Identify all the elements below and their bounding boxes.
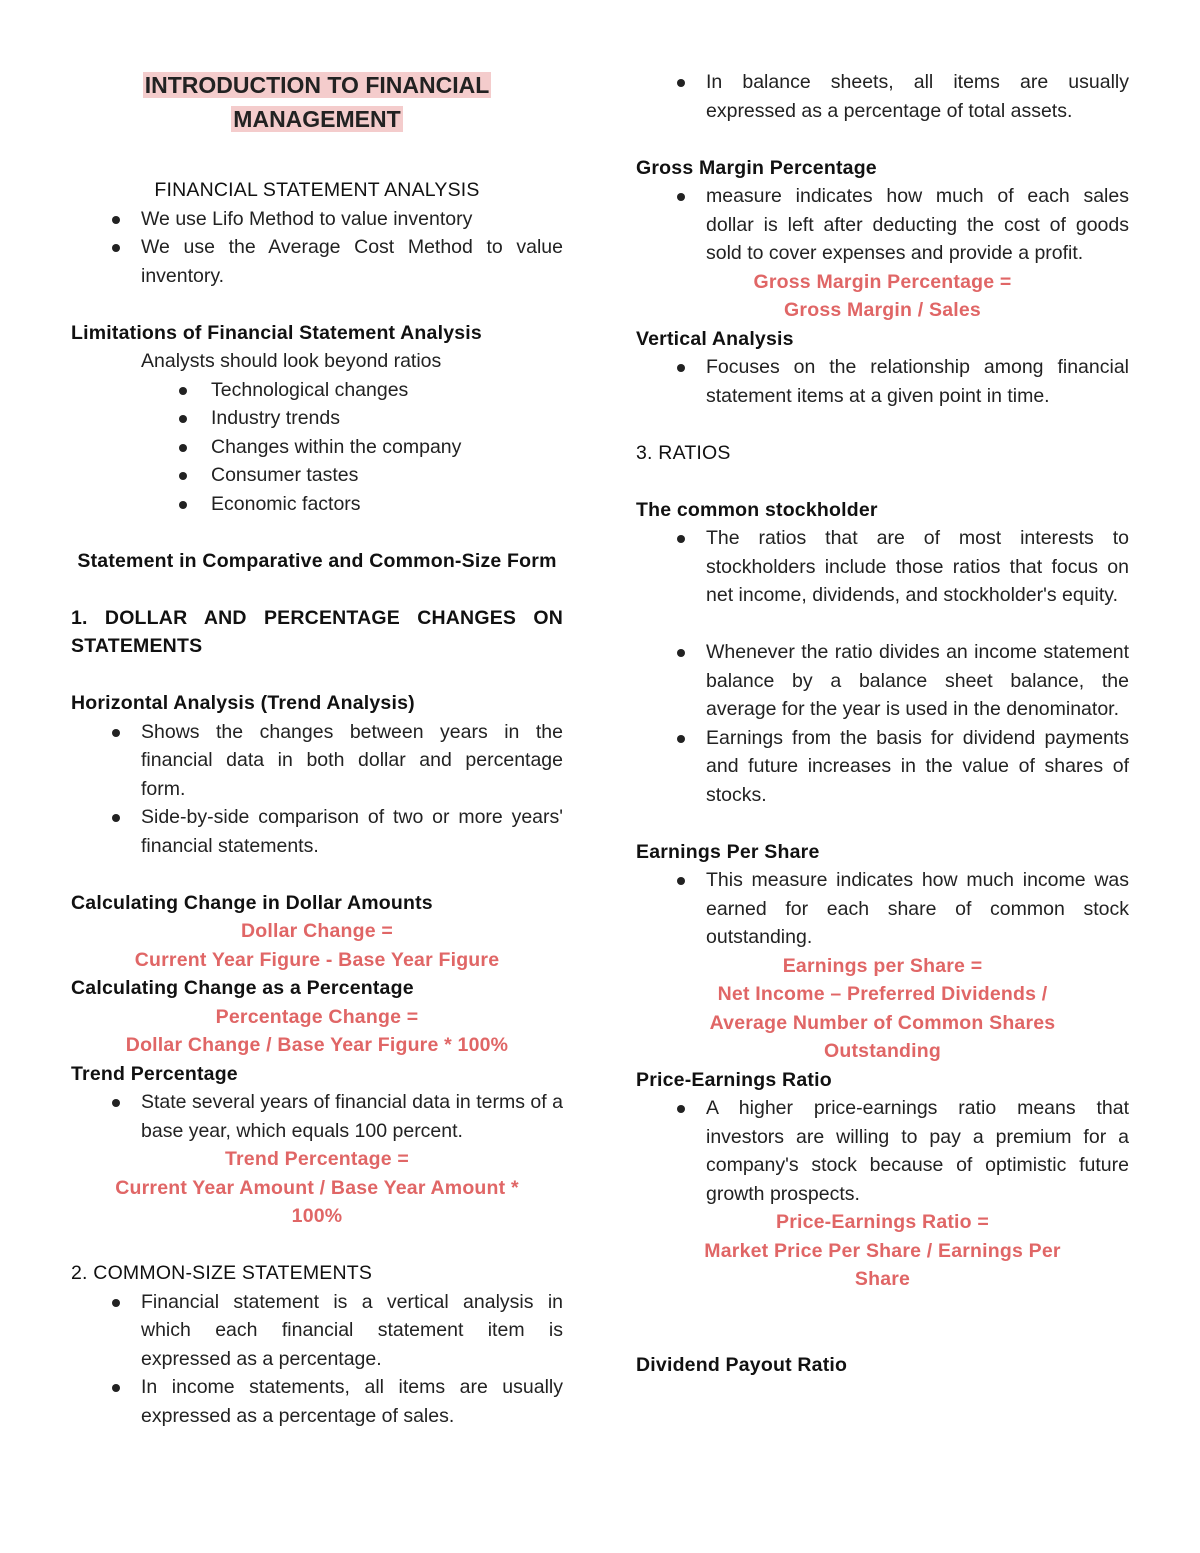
eps-formula-body: Net Income – Preferred Dividends / Average Number of Common Shares Outstanding [709, 983, 1056, 1062]
stockholder-list [636, 524, 1129, 610]
list-item: In income statements, all items are usually expressed as a percentage of sales. [71, 1373, 563, 1430]
eps-list [636, 866, 1129, 952]
left-column [71, 68, 563, 1430]
list-item: Side-by-side comparison of two or more years' financial statements. [71, 803, 563, 860]
stockholder-list-2 [636, 638, 1129, 809]
gross-margin-list [636, 182, 1129, 268]
pe-ratio-list [636, 1094, 1129, 1208]
trend-formula: Trend Percentage = [224, 1148, 410, 1170]
gross-margin-formula-body: Gross Margin / Sales [784, 299, 981, 321]
limitations-list [71, 376, 563, 519]
percent-change-formula: Percentage Change = [215, 1005, 419, 1028]
list-item: Earnings from the basis for dividend payments and future increases in the value of shares of stocks. [636, 724, 1129, 810]
section3-heading: 3. RATIOS [636, 441, 731, 464]
list-item: Shows the changes between years in the financial data in both dollar and percentage form. [71, 718, 563, 804]
list-item: Technological changes [71, 376, 563, 405]
percent-change-formula-body: Dollar Change / Base Year Figure * 100% [125, 1034, 509, 1056]
pe-ratio-heading: Price-Earnings Ratio [636, 1068, 832, 1091]
list-item: Whenever the ratio divides an income statement balance by a balance sheet balance, the average for the year is used in the denominator. [636, 638, 1129, 724]
dollar-change-formula: Dollar Change = [241, 920, 393, 942]
list-item: In balance sheets, all items are usually expressed as a percentage of total assets. [636, 68, 1129, 125]
pe-ratio-formula: Price-Earnings Ratio = [775, 1211, 989, 1233]
pe-ratio-formula-body: Market Price Per Share / Earnings Per Share [704, 1239, 1061, 1290]
dollar-change-heading: Calculating Change in Dollar Amounts [71, 891, 433, 914]
list-item: measure indicates how much of each sales dollar is left after deducting the cost of goods sold to cover expenses and provide a profit. [636, 182, 1129, 268]
right-column [636, 68, 1129, 1379]
comparative-heading: Statement in Comparative and Common-Size Form [77, 549, 557, 572]
section2-heading: 2. COMMON-SIZE STATEMENTS [71, 1262, 373, 1284]
list-item: Economic factors [71, 490, 563, 519]
eps-formula: Earnings per Share = [782, 954, 983, 977]
document-title: INTRODUCTION TO FINANCIAL [144, 72, 490, 98]
gross-margin-formula: Gross Margin Percentage = [753, 270, 1012, 293]
common-stockholder-heading: The common stockholder [636, 498, 878, 521]
trend-percentage-heading: Trend Percentage [71, 1062, 238, 1085]
list-item: State several years of financial data in terms of a base year, which equals 100 percent. [71, 1088, 563, 1145]
list-item: We use the Average Cost Method to value inventory. [71, 233, 563, 290]
list-item: We use Lifo Method to value inventory [71, 205, 563, 234]
fsa-list [71, 205, 563, 291]
balance-sheet-list [636, 68, 1129, 125]
vertical-analysis-list [636, 353, 1129, 410]
fsa-heading: FINANCIAL STATEMENT ANALYSIS [154, 179, 480, 201]
eps-heading: Earnings Per Share [636, 840, 820, 863]
gross-margin-heading: Gross Margin Percentage [636, 156, 877, 179]
list-item: Financial statement is a vertical analysis in which each financial statement item is expressed as a percentage. [71, 1288, 563, 1374]
list-item: Industry trends [71, 404, 563, 433]
document-title-line2: MANAGEMENT [233, 106, 401, 132]
list-item: Changes within the company [71, 433, 563, 462]
list-item: The ratios that are of most interests to stockholders include those ratios that focus on net income, dividends, and stockholder's equity. [636, 524, 1129, 610]
vertical-analysis-heading: Vertical Analysis [636, 327, 794, 350]
trend-formula-body: Current Year Amount / Base Year Amount * 100% [115, 1176, 519, 1227]
limitations-heading: Limitations of Financial Statement Analysis [71, 321, 482, 344]
horizontal-analysis-heading: Horizontal Analysis (Trend Analysis) [71, 692, 415, 714]
list-item: Consumer tastes [71, 461, 563, 490]
trend-list [71, 1088, 563, 1145]
list-item: Focuses on the relationship among financial statement items at a given point in time. [636, 353, 1129, 410]
section1-heading: 1. DOLLAR AND PERCENTAGE CHANGES ON STATEMENTS [71, 606, 563, 657]
list-item: A higher price-earnings ratio means that investors are willing to pay a premium for a company's stock because of optimistic future growth prospects. [636, 1094, 1129, 1208]
horizontal-analysis-list [71, 718, 563, 861]
dividend-payout-heading: Dividend Payout Ratio [636, 1353, 848, 1376]
limitations-intro: Analysts should look beyond ratios [141, 350, 442, 372]
percent-change-heading: Calculating Change as a Percentage [71, 977, 414, 999]
dollar-change-formula-body: Current Year Figure - Base Year Figure [134, 948, 500, 971]
list-item: This measure indicates how much income was earned for each share of common stock outstanding. [636, 866, 1129, 952]
common-size-list [71, 1288, 563, 1431]
